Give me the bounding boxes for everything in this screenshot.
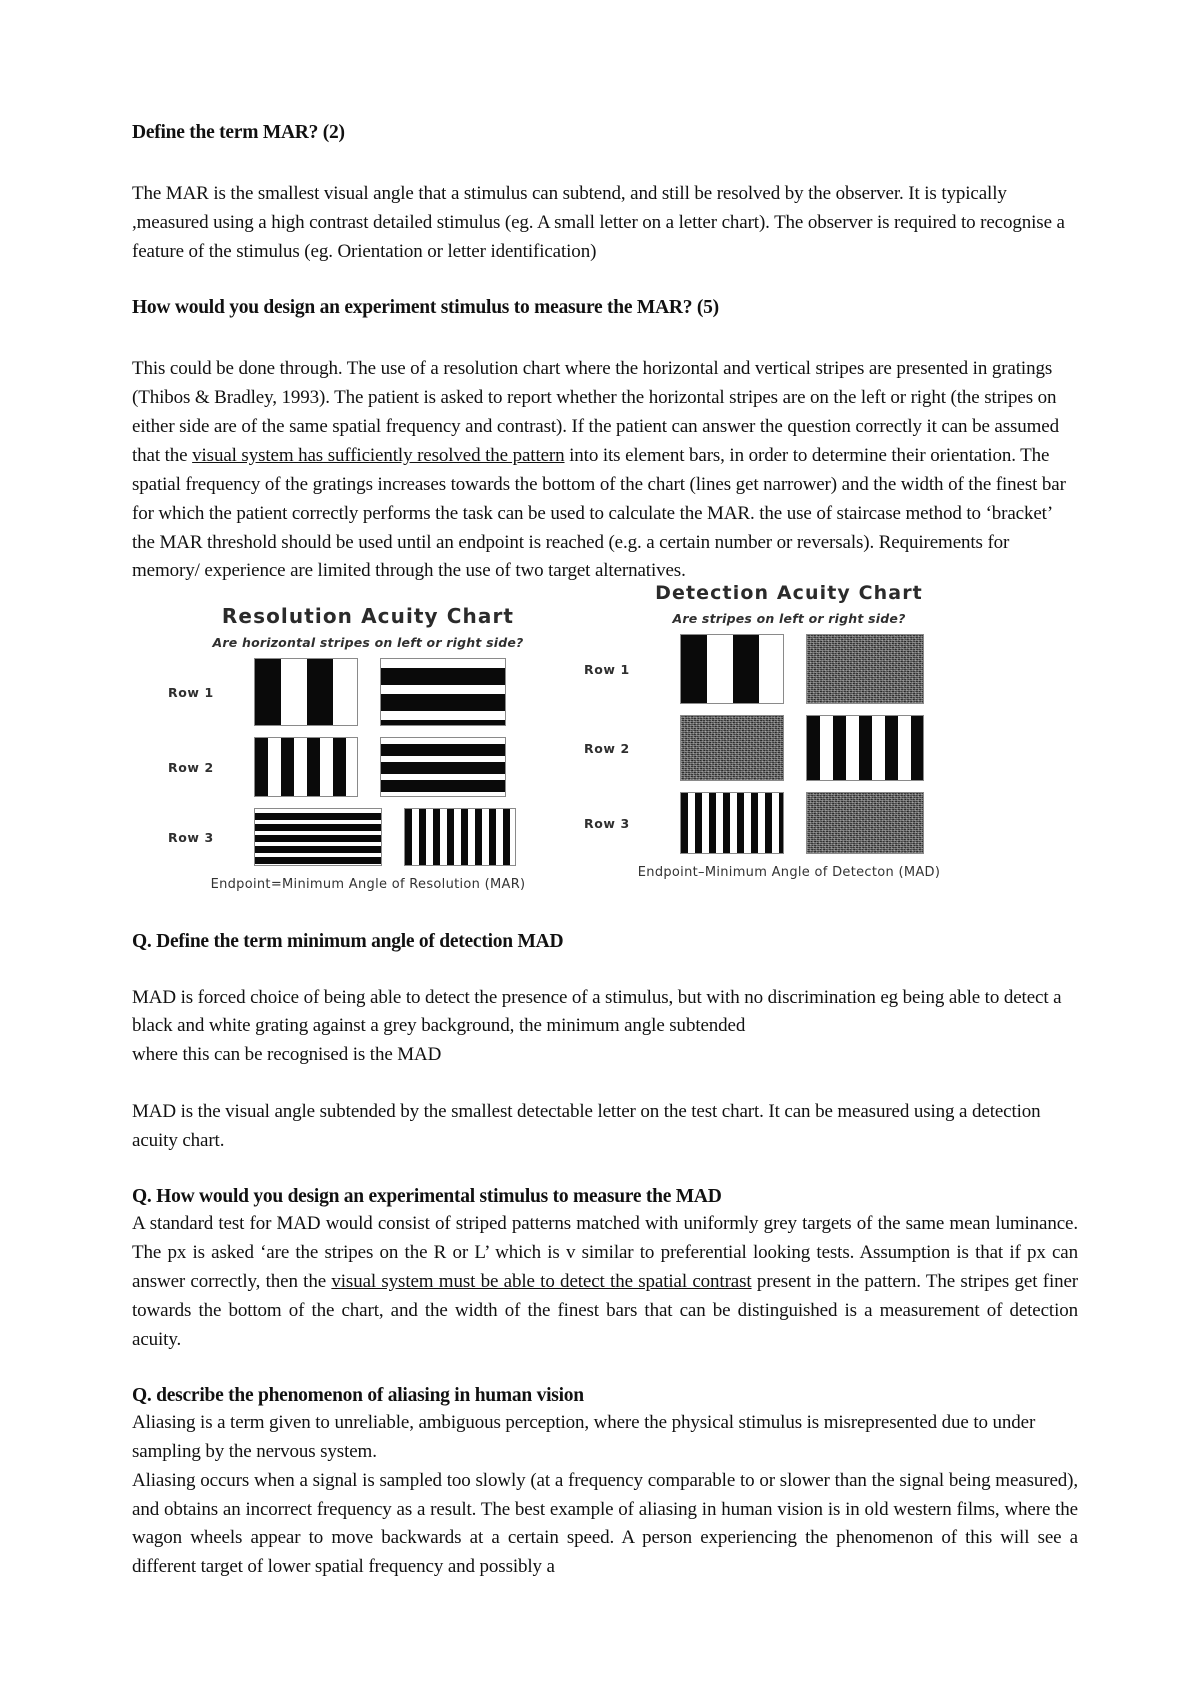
- paragraph-aliasing-2: Aliasing occurs when a signal is sampled too slowly (at a frequency comparable to or slower than the signal being measured), and obtains an incorrect frequency as a result. The best example of aliasing in human vision is in old western films, where the wagon wheels appear to move backwards at a certain speed. A person experiencing the phenomenon of this will see a different target of lower spatial frequency and possibly a: [132, 1469, 1078, 1578]
- detection-row-3-right-patch-grey-target: [806, 792, 924, 854]
- resolution-row-1-label: Row 1: [168, 684, 214, 700]
- resolution-row-3-right-patch-vertical-grating: [404, 808, 516, 866]
- mar-experiment-text-part2: into its element bars, in order to determine their orientation. The spatial frequency of the gratings increases towards the bottom of the chart (lines get narrower) and the width of the finest bar for which the patient correctly performs the task can be used to calculate the MAR. the use of staircase method to ‘bracket’ the MAR threshold should be used until an endpoint is reached (e.g. a certain number or reversals). Requirements for memory/ experience are limited through the use of two target alternatives.: [132, 444, 1066, 582]
- spacer: [132, 1355, 1078, 1383]
- paragraph-mad-definition-2: where this can be recognised is the MAD: [132, 1044, 442, 1066]
- spacer: [132, 1156, 1078, 1184]
- spacer: [132, 267, 1078, 295]
- spacer: [132, 1070, 1078, 1098]
- resolution-chart-caption: Endpoint=Minimum Angle of Resolution (MAR): [210, 877, 526, 893]
- resolution-row-2: [168, 737, 568, 797]
- detection-row-2-label: Row 2: [584, 740, 630, 756]
- resolution-row-1: [168, 658, 568, 726]
- resolution-row-3-label: Row 3: [168, 829, 214, 845]
- resolution-chart-title: Resolution Acuity Chart: [221, 604, 515, 629]
- detection-row-2-left-patch-grey-target: [680, 715, 784, 781]
- detection-chart-subtitle: Are stripes on left or right side?: [672, 611, 906, 627]
- resolution-row-1-left-patch-vertical-grating: [254, 658, 358, 726]
- mar-experiment-underlined-phrase: visual system has sufficiently resolved the pattern: [192, 444, 565, 466]
- detection-row-1: [584, 634, 994, 704]
- detection-row-2: [584, 715, 994, 781]
- detection-row-3: [584, 792, 994, 854]
- resolution-row-2-right-patch-horizontal-grating: [380, 737, 506, 797]
- resolution-row-3: [168, 808, 568, 866]
- detection-row-3-left-patch-vertical-grating: [680, 792, 784, 854]
- detection-chart-title: Detection Acuity Chart: [655, 582, 923, 605]
- spacer: [132, 956, 1078, 984]
- detection-row-1-right-patch-grey-target: [806, 634, 924, 704]
- spacer: [132, 146, 1078, 180]
- figures-container: [132, 582, 1078, 929]
- resolution-row-2-left-patch-vertical-grating: [254, 737, 358, 797]
- heading-aliasing: Q. describe the phenomenon of aliasing in human vision: [132, 1384, 584, 1406]
- detection-row-1-label: Row 1: [584, 661, 630, 677]
- mar-experiment-text-part1: This could be done through. The use of a resolution chart where the horizontal and vertical stripes are presented in gratings (Thibos & Bradley, 1993). The patient is asked to report whether the horizontal stripes are on the left or right (the stripes on either side are of the same spatial frequency and contrast). If the patient can answer the question correctly it can be assumed that the: [132, 358, 1059, 466]
- heading-mar-experiment: How would you design an experiment stimulus to measure the MAR? (5): [132, 296, 719, 318]
- paragraph-mad-definition-3: MAD is the visual angle subtended by the smallest detectable letter on the test chart. It can be measured using a detection acuity chart.: [132, 1101, 1041, 1152]
- heading-mad-experiment: Q. How would you design an experimental stimulus to measure the MAD: [132, 1185, 722, 1207]
- heading-define-mad: Q. Define the term minimum angle of detection MAD: [132, 931, 564, 953]
- spacer: [132, 321, 1078, 355]
- resolution-row-2-label: Row 2: [168, 759, 214, 775]
- detection-row-3-label: Row 3: [584, 815, 630, 831]
- resolution-chart-subtitle: Are horizontal stripes on left or right side?: [212, 635, 524, 651]
- paragraph-mar-definition: The MAR is the smallest visual angle that a stimulus can subtend, and still be resolved by the observer. It is typically ,measured using a high contrast detailed stimulus (eg. A small letter on a letter chart). The observer is required to recognise a feature of the stimulus (eg. Orientation or letter identification): [132, 183, 1065, 263]
- mad-experiment-text-part2: present in the pattern. The stripes get finer towards the bottom of the chart, and the width of the finest bars that can be distinguished is a measurement of detection acuity.: [132, 1271, 1078, 1350]
- figure-detection-acuity-chart: [584, 582, 994, 880]
- detection-row-1-left-patch-vertical-grating: [680, 634, 784, 704]
- paragraph-mad-definition-1: MAD is forced choice of being able to detect the presence of a stimulus, but with no discrimination eg being able to detect a black and white grating against a grey background, the minimum angle subtended: [132, 986, 1062, 1037]
- resolution-row-3-left-patch-horizontal-grating: [254, 808, 382, 866]
- paragraph-aliasing-1: Aliasing is a term given to unreliable, ambiguous perception, where the physical stimulus is misrepresented due to under sampling by the nervous system.: [132, 1411, 1036, 1462]
- paragraph-mar-experiment: [132, 355, 1078, 586]
- resolution-row-1-right-patch-horizontal-grating: [380, 658, 506, 726]
- paragraph-mad-experiment: [132, 1210, 1078, 1354]
- figure-resolution-acuity-chart: [168, 604, 568, 892]
- mad-experiment-underlined-phrase: visual system must be able to detect the spatial contrast: [331, 1271, 752, 1292]
- heading-define-mar: Define the term MAR? (2): [132, 122, 345, 143]
- detection-chart-caption: Endpoint–Minimum Angle of Detecton (MAD): [637, 865, 941, 881]
- mad-experiment-text-part1: A standard test for MAD would consist of striped patterns matched with uniformly grey targets of the same mean luminance. The px is asked ‘are the stripes on the R or L’ which is v similar to preferential looking tests. Assumption is that if px can answer correctly, then the: [132, 1213, 1078, 1292]
- detection-row-2-right-patch-vertical-grating: [806, 715, 924, 781]
